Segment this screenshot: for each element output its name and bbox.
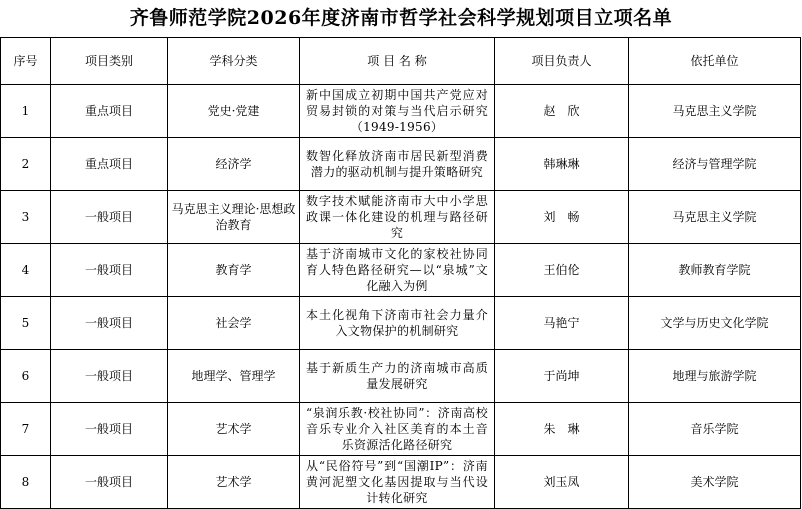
cell-leader: 于尚坤 — [495, 350, 629, 403]
cell-project-name: 数字技术赋能济南市大中小学思政课一体化建设的机理与路径研究 — [300, 191, 495, 244]
table-row — [1, 297, 801, 350]
cell-leader: 韩琳琳 — [495, 138, 629, 191]
table-row — [1, 85, 801, 138]
cell-discipline: 教育学 — [168, 244, 300, 297]
table-row — [1, 403, 801, 456]
cell-category: 一般项目 — [51, 456, 168, 509]
cell-category: 一般项目 — [51, 297, 168, 350]
cell-project-name: 从“民俗符号”到“国潮IP”：济南黄河泥塑文化基因提取与当代设计转化研究 — [300, 456, 495, 509]
cell-unit: 文学与历史文化学院 — [629, 297, 801, 350]
page-title: 齐鲁师范学院2026年度济南市哲学社会科学规划项目立项名单 — [129, 7, 673, 29]
cell-unit: 音乐学院 — [629, 403, 801, 456]
table-row — [1, 138, 801, 191]
header-no: 序号 — [1, 38, 51, 85]
cell-category: 重点项目 — [51, 85, 168, 138]
table-row — [1, 456, 801, 509]
cell-unit: 美术学院 — [629, 456, 801, 509]
cell-no: 7 — [1, 403, 51, 456]
cell-discipline: 艺术学 — [168, 403, 300, 456]
cell-leader: 朱 琳 — [495, 403, 629, 456]
cell-project-name: 基于新质生产力的济南城市高质量发展研究 — [300, 350, 495, 403]
cell-category: 一般项目 — [51, 244, 168, 297]
cell-no: 3 — [1, 191, 51, 244]
table-row — [1, 350, 801, 403]
cell-unit: 马克思主义学院 — [629, 85, 801, 138]
header-discipline: 学科分类 — [168, 38, 300, 85]
cell-unit: 经济与管理学院 — [629, 138, 801, 191]
cell-leader: 刘玉凤 — [495, 456, 629, 509]
cell-discipline: 社会学 — [168, 297, 300, 350]
cell-leader: 赵 欣 — [495, 85, 629, 138]
cell-category: 一般项目 — [51, 403, 168, 456]
cell-no: 1 — [1, 85, 51, 138]
header-unit: 依托单位 — [629, 38, 801, 85]
cell-discipline: 地理学、管理学 — [168, 350, 300, 403]
cell-category: 一般项目 — [51, 350, 168, 403]
header-category: 项目类别 — [51, 38, 168, 85]
cell-leader: 王伯伦 — [495, 244, 629, 297]
cell-discipline: 艺术学 — [168, 456, 300, 509]
cell-project-name: 基于济南城市文化的家校社协同育人特色路径研究—以“泉城”文化融入为例 — [300, 244, 495, 297]
cell-leader: 马艳宁 — [495, 297, 629, 350]
cell-unit: 地理与旅游学院 — [629, 350, 801, 403]
cell-category: 重点项目 — [51, 138, 168, 191]
cell-no: 6 — [1, 350, 51, 403]
cell-discipline: 党史·党建 — [168, 85, 300, 138]
cell-project-name: 新中国成立初期中国共产党应对贸易封锁的对策与当代启示研究（1949-1956） — [300, 85, 495, 138]
table-header-row — [1, 38, 801, 85]
cell-unit: 马克思主义学院 — [629, 191, 801, 244]
cell-discipline: 马克思主义理论·思想政治教育 — [168, 191, 300, 244]
cell-discipline: 经济学 — [168, 138, 300, 191]
cell-no: 2 — [1, 138, 51, 191]
table-row — [1, 244, 801, 297]
table-row — [1, 191, 801, 244]
cell-leader: 刘 畅 — [495, 191, 629, 244]
cell-no: 4 — [1, 244, 51, 297]
project-table — [0, 37, 801, 509]
cell-project-name: 本土化视角下济南市社会力量介入文物保护的机制研究 — [300, 297, 495, 350]
cell-no: 8 — [1, 456, 51, 509]
cell-project-name: “泉润乐教·校社协同”：济南高校音乐专业介入社区美育的本土音乐资源活化路径研究 — [300, 403, 495, 456]
header-project-name: 项 目 名 称 — [300, 38, 495, 85]
cell-no: 5 — [1, 297, 51, 350]
cell-category: 一般项目 — [51, 191, 168, 244]
cell-unit: 教师教育学院 — [629, 244, 801, 297]
header-leader: 项目负责人 — [495, 38, 629, 85]
cell-project-name: 数智化释放济南市居民新型消费潜力的驱动机制与提升策略研究 — [300, 138, 495, 191]
